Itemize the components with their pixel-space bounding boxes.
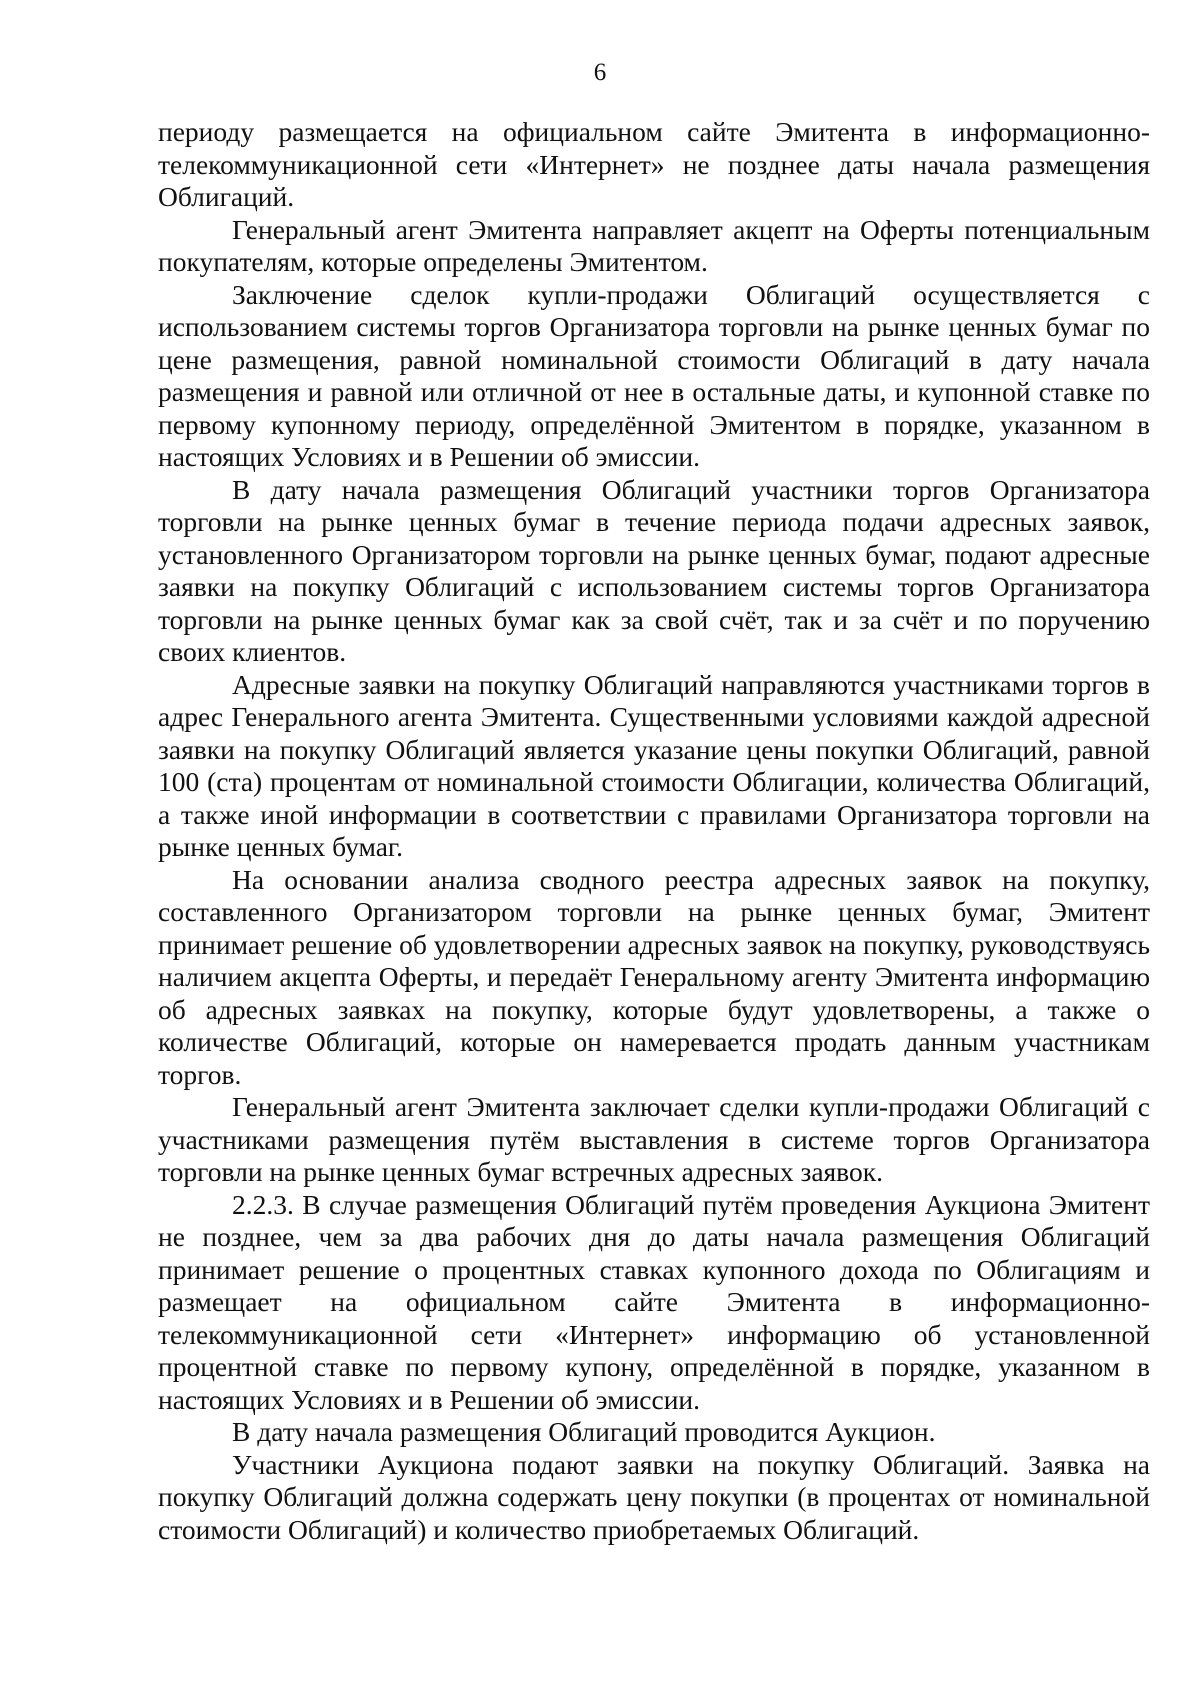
paragraph-placement-start-orders: В дату начала размещения Облигаций участники торгов Организатора торговли на рынке ценных бумаг в течение периода подачи адресных заявок, установленного Организатором торговли на рынке ценных бумаг, подают адресные заявки на покупку Облигаций с использованием системы торгов Организатора торговли на рынке ценных бумаг как за свой счёт, так и за счёт и по поручению своих клиентов. <box>158 473 1150 667</box>
paragraph-registry-analysis: На основании анализа сводного реестра адресных заявок на покупку, составленного Организатором торговли на рынке ценных бумаг, Эмитент принимает решение об удовлетворении адресных заявок на покупку, руководствуясь наличием акцепта Оферты, и передаёт Генеральному агенту Эмитента информацию об адресных заявках на покупку, которые будут удовлетворены, а также о количестве Облигаций, которые он намеревается продать данным участникам торгов. <box>158 863 1150 1090</box>
paragraph-section-2-2-3: 2.2.3. В случае размещения Облигаций путём проведения Аукциона Эмитент не позднее, чем за два рабочих дня до даты начала размещения Облигаций принимает решение о процентных ставках купонного дохода по Облигациям и размещает на официальном сайте Эмитента в информационно-телекоммуникационной сети «Интернет» информацию об установленной процентной ставке по первому купону, определённой в порядке, указанном в настоящих Условиях и в Решении об эмиссии. <box>158 1188 1150 1415</box>
paragraph-continuation: периоду размещается на официальном сайте Эмитента в информационно-телекоммуникационной сети «Интернет» не позднее даты начала размещения Облигаций. <box>158 116 1150 212</box>
paragraph-auction-participants: Участники Аукциона подают заявки на покупку Облигаций. Заявка на покупку Облигаций должна содержать цену покупки (в процентах от номинальной стоимости Облигаций) и количество приобретаемых Облигаций. <box>158 1448 1150 1545</box>
document-body <box>158 116 1150 1546</box>
paragraph-agent-deals: Генеральный агент Эмитента заключает сделки купли-продажи Облигаций с участниками размещения путём выставления в системе торгов Организатора торговли на рынке ценных бумаг встречных адресных заявок. <box>158 1091 1150 1187</box>
paragraph-auction-date: В дату начала размещения Облигаций проводится Аукцион. <box>232 1416 936 1447</box>
paragraph-general-agent-acceptance: Генеральный агент Эмитента направляет акцепт на Оферты потенциальным покупателям, которые определены Эмитентом. <box>158 213 1150 277</box>
paragraph-address-orders: Адресные заявки на покупку Облигаций направляются участниками торгов в адрес Генерального агента Эмитента. Существенными условиями каждой адресной заявки на покупку Облигаций является указание цены покупки Облигаций, равной 100 (ста) процентам от номинальной стоимости Облигации, количества Облигаций, а также иной информации в соответствии с правилами Организатора торговли на рынке ценных бумаг. <box>158 668 1150 862</box>
page-number: 6 <box>593 59 607 86</box>
paragraph-deal-conclusion: Заключение сделок купли-продажи Облигаций осуществляется с использованием системы торгов Организатора торговли на рынке ценных бумаг по цене размещения, равной номинальной стоимости Облигаций в дату начала размещения и равной или отличной от нее в остальные даты, и купонной ставке по первому купонному периоду, определённой Эмитентом в порядке, указанном в настоящих Условиях и в Решении об эмиссии. <box>158 278 1150 472</box>
